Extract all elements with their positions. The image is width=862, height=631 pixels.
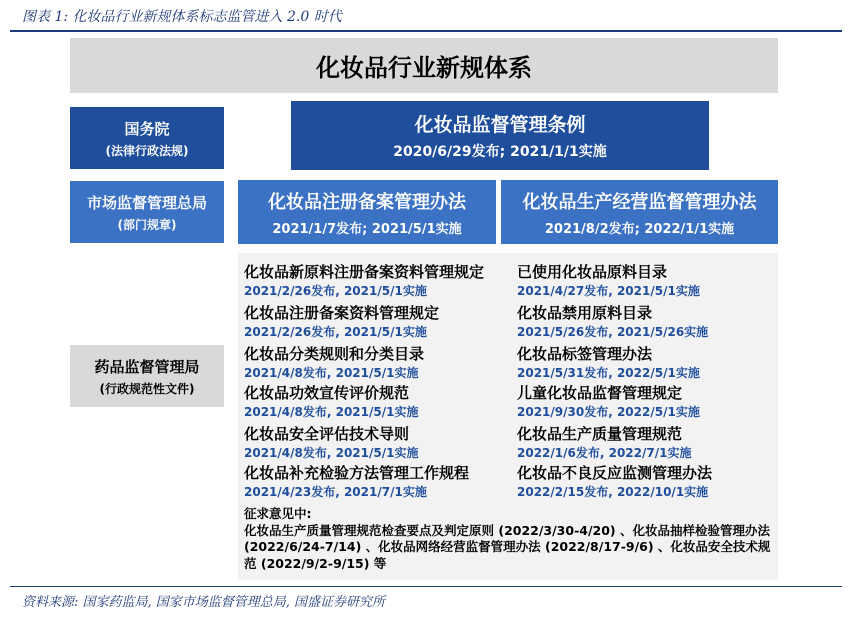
level-sub: (法律行政法规) — [105, 143, 189, 158]
level-name: 国务院 — [124, 119, 170, 138]
doc-title: 儿童化妆品监督管理规定 — [517, 384, 683, 402]
rule-title: 化妆品注册备案管理办法 — [268, 191, 466, 213]
doc-item — [517, 261, 700, 299]
regulation-date: 2020/6/29发布; 2021/1/1实施 — [393, 144, 607, 160]
doc-item — [244, 302, 439, 340]
top-rule — [10, 30, 842, 32]
rule-box-registration — [238, 180, 496, 244]
doc-date: 2021/4/8发布, 2021/5/1实施 — [244, 366, 419, 380]
consultation-block — [244, 506, 774, 572]
regulation-title: 化妆品监督管理条例 — [414, 114, 586, 136]
doc-date: 2022/2/15发布, 2022/10/1实施 — [517, 485, 709, 499]
doc-title: 化妆品新原料注册备案资料管理规定 — [244, 263, 485, 281]
level-sub: (部门规章) — [117, 217, 177, 232]
rule-box-production — [501, 180, 778, 244]
doc-title: 化妆品注册备案资料管理规定 — [244, 304, 440, 322]
doc-title: 化妆品补充检验方法管理工作规程 — [244, 464, 470, 482]
doc-date: 2021/4/27发布, 2021/5/1实施 — [517, 284, 700, 298]
doc-title: 化妆品安全评估技术导则 — [244, 425, 410, 443]
rule-date: 2021/8/2发布; 2022/1/1实施 — [544, 221, 735, 237]
doc-title: 已使用化妆品原料目录 — [517, 263, 668, 281]
rule-date: 2021/1/7发布; 2021/5/1实施 — [272, 221, 462, 237]
rule-title: 化妆品生产经营监督管理办法 — [522, 191, 757, 213]
doc-item — [244, 462, 469, 500]
level-samr — [70, 181, 224, 243]
doc-item — [244, 261, 484, 299]
doc-date: 2022/1/6发布, 2022/7/1实施 — [517, 446, 692, 460]
doc-date: 2021/2/26发布, 2021/5/1实施 — [244, 284, 427, 298]
doc-item — [244, 382, 418, 420]
doc-title: 化妆品禁用原料目录 — [517, 304, 653, 322]
source-note: 资料来源: 国家药监局, 国家市场监督管理总局, 国盛证券研究所 — [22, 595, 386, 610]
doc-item — [517, 462, 712, 500]
level-nmpa — [70, 345, 224, 407]
doc-date: 2021/4/8发布, 2021/5/1实施 — [244, 405, 419, 419]
doc-title: 化妆品不良反应监测管理办法 — [517, 464, 713, 482]
doc-title: 化妆品功效宣传评价规范 — [244, 384, 410, 402]
level-sub: (行政规范性文件) — [99, 381, 195, 396]
doc-item — [244, 343, 424, 381]
doc-date: 2021/5/26发布, 2021/5/26实施 — [517, 325, 709, 339]
figure-title: 图表 1: 化妆品行业新规体系标志监管进入 2.0 时代 — [22, 9, 342, 25]
doc-date: 2021/2/26发布, 2021/5/1实施 — [244, 325, 427, 339]
doc-title: 化妆品分类规则和分类目录 — [244, 345, 425, 363]
level-name: 药品监督管理局 — [94, 357, 200, 376]
doc-date: 2021/4/8发布, 2021/5/1实施 — [244, 446, 419, 460]
bottom-rule — [10, 586, 842, 587]
consultation-body: 化妆品生产质量管理规范检查要点及判定原则 (2022/3/30-4/20) 、化妆品抽样检验管理办法 (2022/6/24-7/14) 、化妆品网络经营监督管理办法 (2022/8/17-9/6) 、化妆品安全技术规范 (2022/9/2-9/15) 等 — [244, 522, 771, 571]
doc-item — [517, 382, 700, 420]
doc-title: 化妆品标签管理办法 — [517, 345, 653, 363]
level-state-council — [70, 107, 224, 169]
doc-title: 化妆品生产质量管理规范 — [517, 425, 683, 443]
doc-item — [517, 302, 708, 340]
doc-date: 2021/9/30发布, 2022/5/1实施 — [517, 405, 700, 419]
doc-item — [244, 423, 418, 461]
level-name: 市场监督管理总局 — [86, 193, 207, 212]
doc-item — [517, 423, 691, 461]
doc-date: 2021/4/23发布, 2021/7/1实施 — [244, 485, 427, 499]
system-header: 化妆品行业新规体系 — [70, 38, 778, 93]
regulation-box — [291, 101, 709, 170]
doc-date: 2021/5/31发布, 2022/5/1实施 — [517, 366, 700, 380]
consultation-heading: 征求意见中: — [244, 506, 312, 521]
doc-item — [517, 343, 700, 381]
